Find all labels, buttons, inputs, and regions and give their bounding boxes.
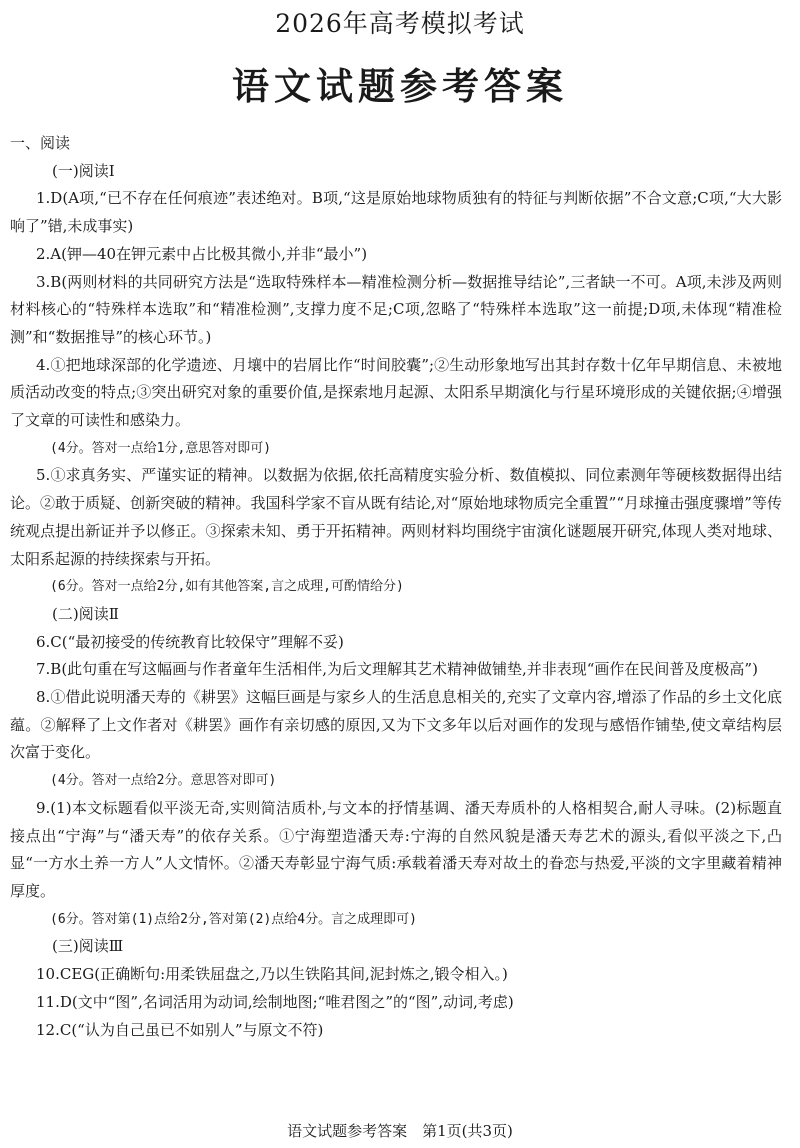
answer-q4: 4.①把地球深部的化学遗迹、月壤中的岩屑比作“时间胶囊”;②生动形象地写出其封存数十亿年早期信息、未被地质活动改变的特点;③突出研究对象的重要价值,是探索地月起源、太阳系早期演化与行星环境形成的关键依据;④增强了文章的可读性和感染力。	[10, 355, 782, 430]
answer-q8: 8.①借此说明潘天寿的《耕罢》这幅巨画是与家乡人的生活息息相关的,充实了文章内容,增添了作品的乡土文化底蕴。②解释了上文作者对《耕罢》画作有亲切感的原因,又为下文多年以后对画作的发现与感悟作铺垫,使文章结构层次富于变化。	[10, 688, 782, 762]
subsection-heading-reading-2: (二)阅读Ⅱ	[52, 604, 119, 623]
document-title: 语文试题参考答案	[232, 64, 568, 108]
answer-q1: 1.D(A项,“已不存在任何痕迹”表述绝对。B项,“这是原始地球物质独有的特征与判断依据”不合文意;C项,“大大影响了”错,未成事实)	[10, 189, 782, 236]
answer-q3: 3.B(两则材料的共同研究方法是“选取特殊样本—精准检测分析—数据推导结论”,三者缺一不可。A项,未涉及两则材料核心的“特殊样本选取”和“精准检测”,支撑力度不足;C项,忽略了“特殊样本选取”这一前提;D项,未体现“精准检测”和“数据推导”的核心环节。)	[10, 272, 782, 346]
answer-q10: 10.CEG(正确断句:用柔铁屈盘之,乃以生铁陷其间,泥封炼之,锻令相入。)	[36, 965, 508, 984]
answer-q11: 11.D(文中“图”,名词活用为动词,绘制地图;“唯君图之”的“图”,动词,考虑)	[36, 992, 514, 1011]
answer-q12: 12.C(“认为自己虽已不如别人”与原文不符)	[36, 1020, 324, 1039]
answer-q2: 2.A(钾—40在钾元素中占比极其微小,并非“最小”)	[36, 244, 368, 263]
answer-q5: 5.①求真务实、严谨实证的精神。以数据为依据,依托高精度实验分析、数值模拟、同位素测年等硬核数据得出结论。②敢于质疑、创新突破的精神。我国科学家不盲从既有结论,对“原始地球物质完全重置”“月球撞击强度骤增”等传统观点提出新证并予以修正。③探索未知、勇于开拓精神。两则材料均围绕宇宙演化谜题展开研究,体现人类对地球、太阳系起源的持续探索与开拓。	[10, 466, 782, 568]
scoring-note-q5: (6分。答对一点给2分,如有其他答案,言之成理,可酌情给分)	[50, 579, 404, 595]
exam-title: 2026年高考模拟考试	[275, 9, 525, 38]
scoring-note-q9: (6分。答对第(1)点给2分,答对第(2)点给4分。言之成理即可)	[50, 911, 417, 927]
section-heading: 一、阅读	[10, 134, 71, 152]
answer-q6: 6.C(“最初接受的传统教育比较保守”理解不妥)	[36, 632, 344, 651]
answer-content	[10, 130, 782, 1044]
subsection-heading-reading-3: (三)阅读Ⅲ	[52, 937, 124, 956]
scoring-note-q4: (4分。答对一点给1分,意思答对即可)	[50, 440, 272, 456]
answer-q9: 9.(1)本文标题看似平淡无奇,实则简洁质朴,与文本的抒情基调、潘天寿质朴的人格相契合,耐人寻味。(2)标题直接点出“宁海”与“潘天寿”的依存关系。①宁海塑造潘天寿:宁海的自然风貌是潘天寿艺术的源头,看似平淡之下,凸显“一方水土养一方人”人文情怀。②潘天寿彰显宁海气质:承载着潘天寿对故土的眷恋与热爱,平淡的文字里藏着精神厚度。	[10, 798, 782, 900]
page-footer: 语文试题参考答案 第1页(共3页)	[287, 1122, 513, 1140]
answer-q7: 7.B(此句重在写这幅画与作者童年生活相伴,为后文理解其艺术精神做铺垫,并非表现“画作在民间普及度极高”)	[36, 660, 758, 679]
scoring-note-q8: (4分。答对一点给2分。意思答对即可)	[50, 773, 277, 789]
subsection-heading-reading-1: (一)阅读Ⅰ	[52, 161, 115, 180]
